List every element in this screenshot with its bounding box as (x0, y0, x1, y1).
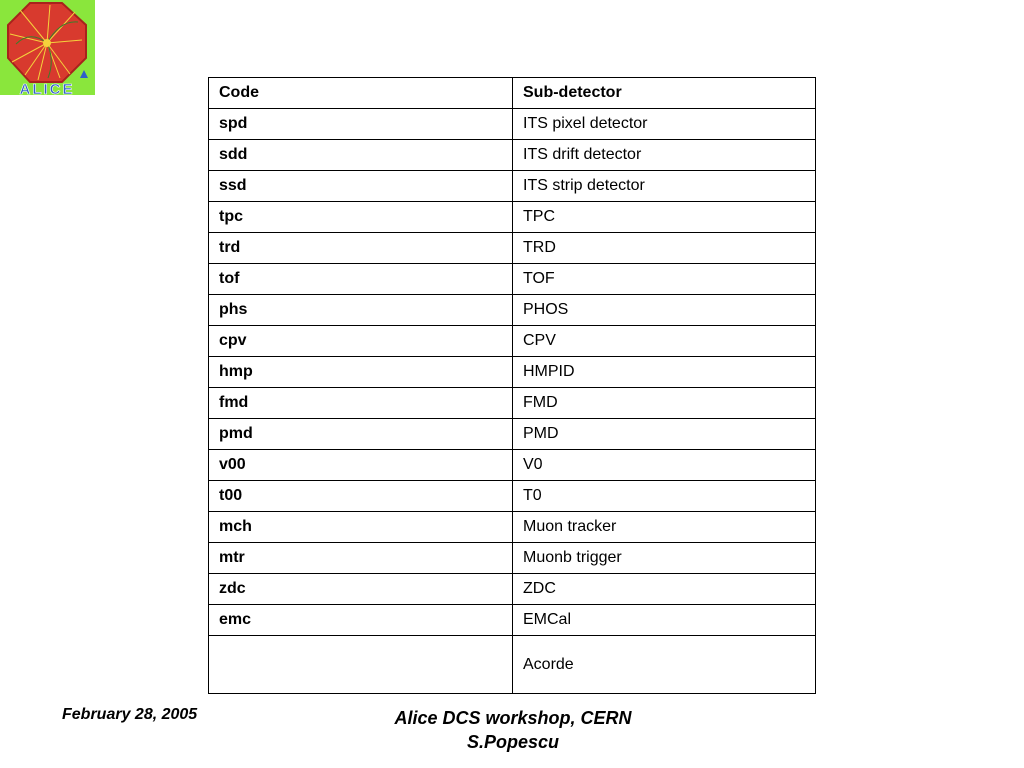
table-row (209, 481, 816, 512)
detector-code-cell: v00 (209, 450, 513, 481)
detector-code-cell: mch (209, 512, 513, 543)
sub-detector-cell: Muon tracker (513, 512, 816, 543)
detector-code-cell: phs (209, 295, 513, 326)
detector-code-cell: cpv (209, 326, 513, 357)
footer-date: February 28, 2005 (62, 706, 198, 723)
detector-code-cell (209, 636, 513, 694)
sub-detector-cell: Muonb trigger (513, 543, 816, 574)
footer-author: S.Popescu (466, 732, 560, 752)
sub-detector-cell: TPC (513, 202, 816, 233)
table-row (209, 171, 816, 202)
sub-detector-cell: FMD (513, 388, 816, 419)
header-sub-detector: Sub-detector (513, 78, 816, 109)
detector-code-cell: emc (209, 605, 513, 636)
detector-code-cell: fmd (209, 388, 513, 419)
table-row (209, 140, 816, 171)
detector-code-table (208, 77, 816, 694)
detector-code-cell: trd (209, 233, 513, 264)
table-header-row (209, 78, 816, 109)
detector-code-cell: spd (209, 109, 513, 140)
table-row (209, 264, 816, 295)
sub-detector-cell: ITS pixel detector (513, 109, 816, 140)
table-row (209, 295, 816, 326)
alice-logo-icon (0, 0, 95, 95)
table-row (209, 233, 816, 264)
detector-code-cell: tpc (209, 202, 513, 233)
table-row (209, 574, 816, 605)
table-row (209, 543, 816, 574)
table-row (209, 419, 816, 450)
table-row (209, 450, 816, 481)
table-row (209, 357, 816, 388)
detector-code-cell: ssd (209, 171, 513, 202)
detector-code-cell: mtr (209, 543, 513, 574)
alice-logo-text: ALICE (19, 81, 75, 95)
footer-event-title: Alice DCS workshop, CERN (394, 708, 632, 728)
sub-detector-cell: CPV (513, 326, 816, 357)
detector-code-cell: sdd (209, 140, 513, 171)
detector-code-cell: t00 (209, 481, 513, 512)
header-code: Code (209, 78, 513, 109)
table-row (209, 326, 816, 357)
sub-detector-cell: V0 (513, 450, 816, 481)
sub-detector-cell: PMD (513, 419, 816, 450)
table-row (209, 636, 816, 694)
footer-event (313, 706, 713, 754)
table-row (209, 605, 816, 636)
sub-detector-cell: PHOS (513, 295, 816, 326)
sub-detector-cell: Acorde (513, 636, 816, 694)
sub-detector-cell: ITS drift detector (513, 140, 816, 171)
table-row (209, 388, 816, 419)
sub-detector-cell: HMPID (513, 357, 816, 388)
detector-code-cell: tof (209, 264, 513, 295)
detector-code-cell: hmp (209, 357, 513, 388)
sub-detector-cell: ZDC (513, 574, 816, 605)
alice-logo (0, 0, 95, 95)
table-row (209, 512, 816, 543)
table-row (209, 109, 816, 140)
detector-code-cell: zdc (209, 574, 513, 605)
table-row (209, 202, 816, 233)
detector-code-cell: pmd (209, 419, 513, 450)
sub-detector-cell: EMCal (513, 605, 816, 636)
sub-detector-cell: ITS strip detector (513, 171, 816, 202)
sub-detector-cell: TRD (513, 233, 816, 264)
sub-detector-cell: TOF (513, 264, 816, 295)
sub-detector-cell: T0 (513, 481, 816, 512)
